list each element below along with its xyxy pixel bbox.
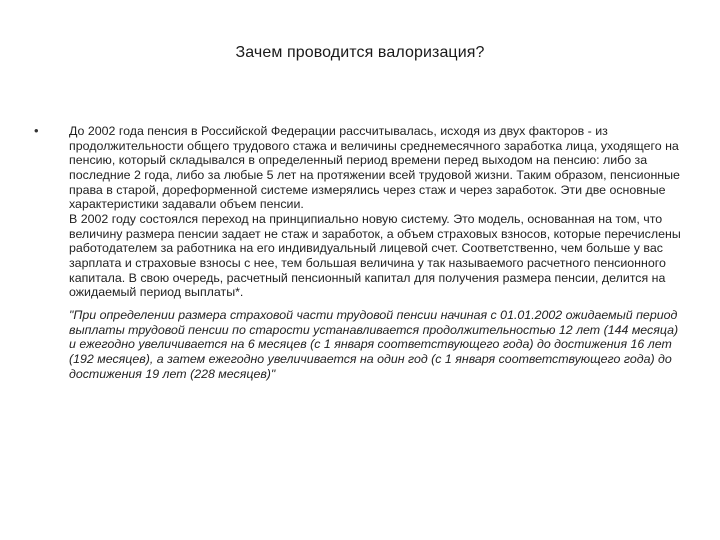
- slide-content: [34, 124, 684, 381]
- bullet-item: [34, 124, 684, 381]
- paragraph-history: До 2002 года пенсия в Российской Федерации рассчитывалась, исходя из двух факторов - из продолжительности общего трудового стажа и величины среднемесячного заработка лица, уходящего на пенсию, который складывался в определенный период времени перед выходом на пенсию: либо за последние 2 года, либо за любые 5 лет на протяжении всей трудовой жизни. Таким образом, пенсионные права в старой, дореформенной системе измерялись через стаж и через заработок. Эти две основные характеристики задавали объем пенсии.: [69, 124, 680, 212]
- paragraph-new-system: В 2002 году состоялся переход на принципиально новую систему. Это модель, основанная на том, что величину размера пенсии задает не стаж и заработок, а объем страховых взносов, которые перечислены работодателем за работника на его индивидуальный лицевой счет. Соответственно, чем больше у вас зарплата и страховые взносы с нее, тем большая величина у так называемого расчетного пенсионного капитала. В свою очередь, расчетный пенсионный капитал для получения размера пенсии, делится на ожидаемый период выплаты*.: [69, 211, 681, 300]
- slide-title: Зачем проводится валоризация?: [235, 44, 485, 61]
- quote-legal-text: "При определении размера страховой части трудовой пенсии начиная с 01.01.2002 ожидаемый период выплаты трудовой пенсии по старости устанавливается продолжительностью 12 лет (144 месяца) и ежегодно увеличивается на 6 месяцев (с 1 января соответствующего года) до достижения 16 лет (192 месяцев), а затем ежегодно увеличивается на один год (с 1 января соответствующего года) до достижения 19 лет (228 месяцев)": [69, 307, 679, 381]
- bullet-icon: •: [34, 123, 39, 138]
- bullet-text: [69, 124, 684, 381]
